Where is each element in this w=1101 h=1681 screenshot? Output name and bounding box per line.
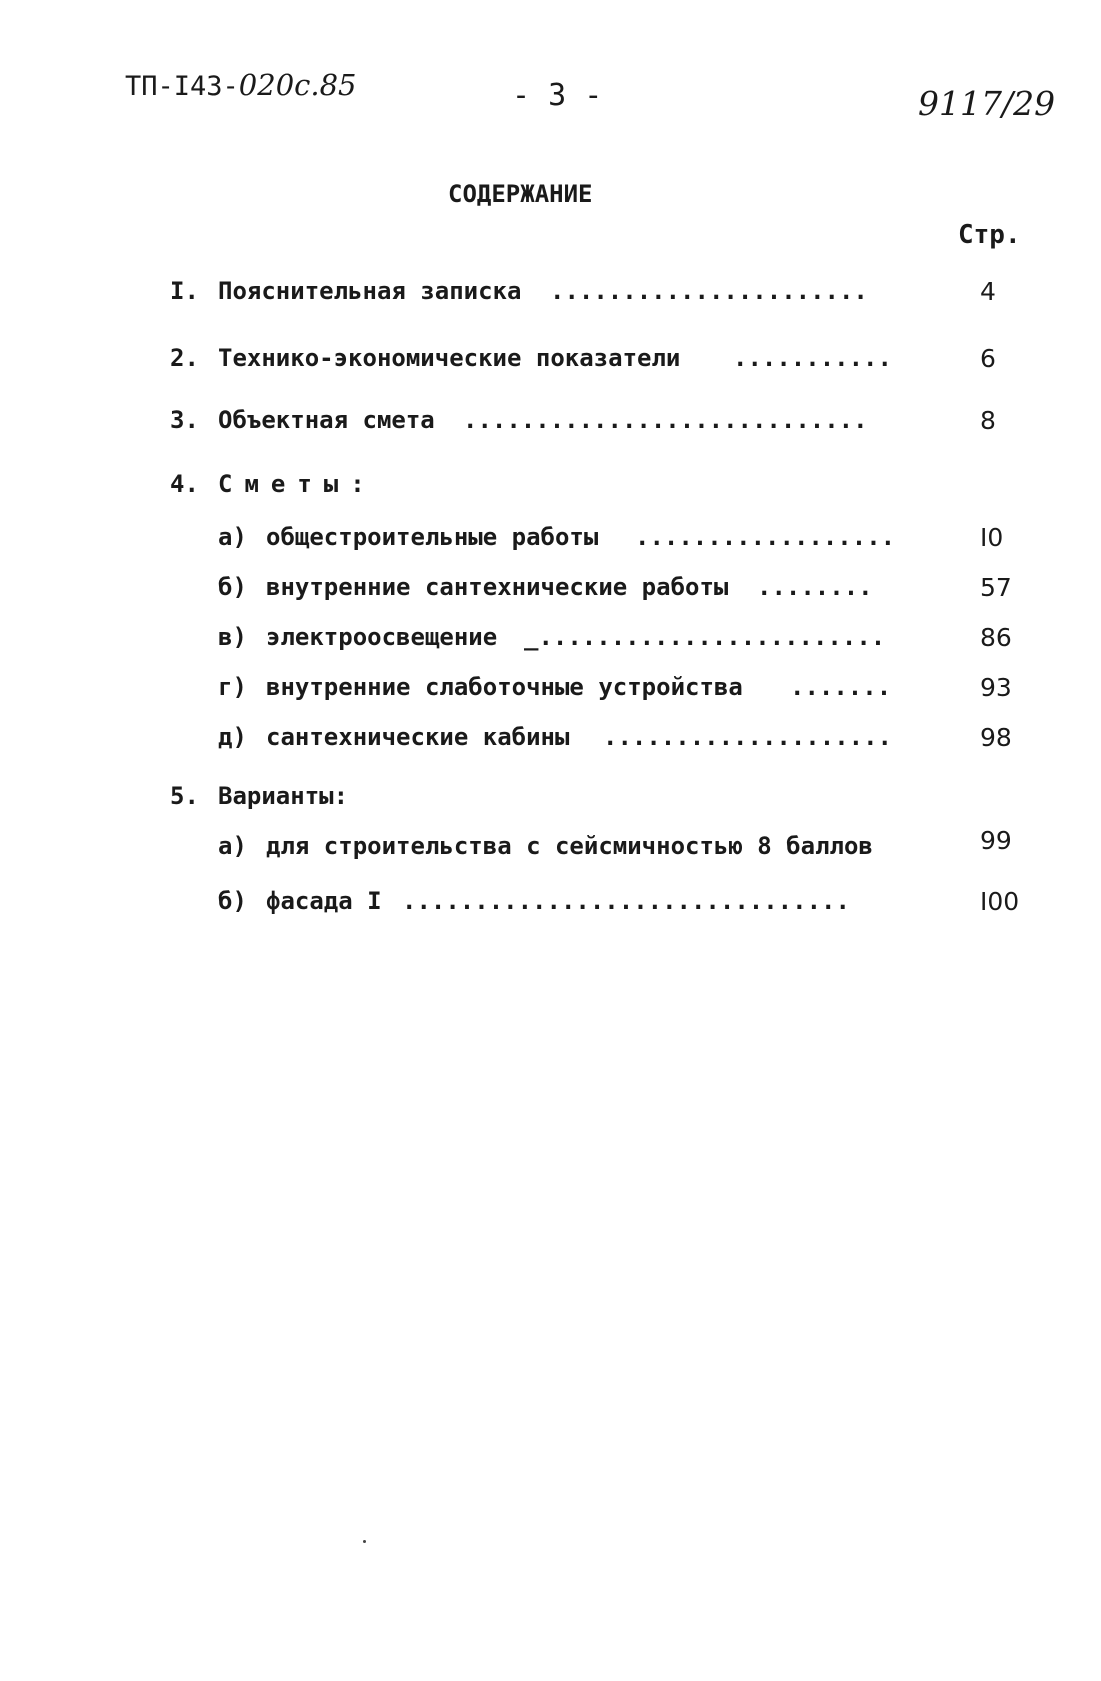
toc-row — [170, 723, 1050, 759]
toc-row-number: д) — [218, 723, 247, 751]
toc-row-number: 3. — [170, 406, 199, 434]
toc-row-leader: _........................ — [524, 623, 886, 651]
toc-row — [170, 344, 1050, 380]
page-number-marker: - 3 - — [512, 78, 603, 113]
toc-row-label: внутренние слаботочные устройства — [266, 673, 743, 701]
toc-row — [170, 826, 1050, 868]
toc-row — [170, 573, 1050, 609]
toc-row-label: Пояснительная записка — [218, 277, 522, 305]
toc-row-label: электроосвещение — [266, 623, 498, 651]
toc-row — [170, 887, 1050, 923]
toc-row-label: Технико-экономические показатели — [218, 344, 681, 372]
toc-row-page: 98 — [980, 723, 1012, 752]
archive-number: 9117/29 — [918, 84, 1056, 123]
toc-row-number: б) — [218, 573, 247, 601]
toc-row-number: 5. — [170, 782, 199, 810]
toc-row — [170, 277, 1050, 313]
toc-row-number: 4. — [170, 470, 199, 498]
toc-row-leader: ........... — [733, 344, 892, 372]
toc-row-page: 86 — [980, 623, 1012, 652]
toc-row-label: фасада I — [266, 887, 382, 915]
toc-row-number: б) — [218, 887, 247, 915]
document-code-typed: ТП-I43- — [125, 71, 239, 102]
toc-row — [170, 782, 1050, 818]
toc-row-leader: ...................... — [550, 277, 868, 305]
toc-row-label: Объектная смета — [218, 406, 435, 434]
toc-row-leader: .................. — [635, 523, 896, 551]
toc-row-leader: ............................... — [402, 887, 850, 915]
toc-row-number: а) — [218, 523, 247, 551]
toc-row-page: I0 — [980, 523, 1004, 552]
page-column-label: Стр. — [958, 220, 1021, 250]
toc-row-label: Варианты: — [218, 782, 349, 810]
toc-row-label: Сметы: — [218, 470, 377, 498]
toc-row-number: г) — [218, 673, 247, 701]
toc-row — [170, 523, 1050, 559]
toc-row-number: в) — [218, 623, 247, 651]
toc-row-number: I. — [170, 277, 199, 305]
toc-row-leader: ....... — [790, 673, 892, 701]
scan-speck — [363, 1540, 366, 1543]
toc-row-leader: ............................ — [463, 406, 868, 434]
toc-row-page: 4 — [980, 277, 996, 306]
toc-row-label: сантехнические кабины — [266, 723, 570, 751]
toc-row-page: 8 — [980, 406, 996, 435]
toc-row-page: I00 — [980, 887, 1020, 916]
toc-row-label: общестроительные работы — [266, 523, 599, 551]
toc-row-page: 57 — [980, 573, 1012, 602]
toc-row-label: для строительства с сейсмичностью 8 баллов — [266, 832, 873, 860]
toc-row-page: 6 — [980, 344, 996, 373]
page-title: СОДЕРЖАНИЕ — [448, 180, 593, 208]
toc-row — [170, 623, 1050, 659]
document-code-handwritten: 020с.85 — [238, 68, 357, 102]
toc-row — [170, 406, 1050, 442]
document-code — [125, 68, 357, 102]
toc-row-label: внутренние сантехнические работы — [266, 573, 729, 601]
toc-row — [170, 673, 1050, 709]
toc-row-page: 99 — [980, 826, 1012, 855]
toc-row-leader: .................... — [603, 723, 892, 751]
toc-row-leader: ........ — [757, 573, 873, 601]
toc-row-number: а) — [218, 832, 247, 860]
toc-row-number: 2. — [170, 344, 199, 372]
toc-row-page: 93 — [980, 673, 1012, 702]
toc-row — [170, 470, 1050, 506]
